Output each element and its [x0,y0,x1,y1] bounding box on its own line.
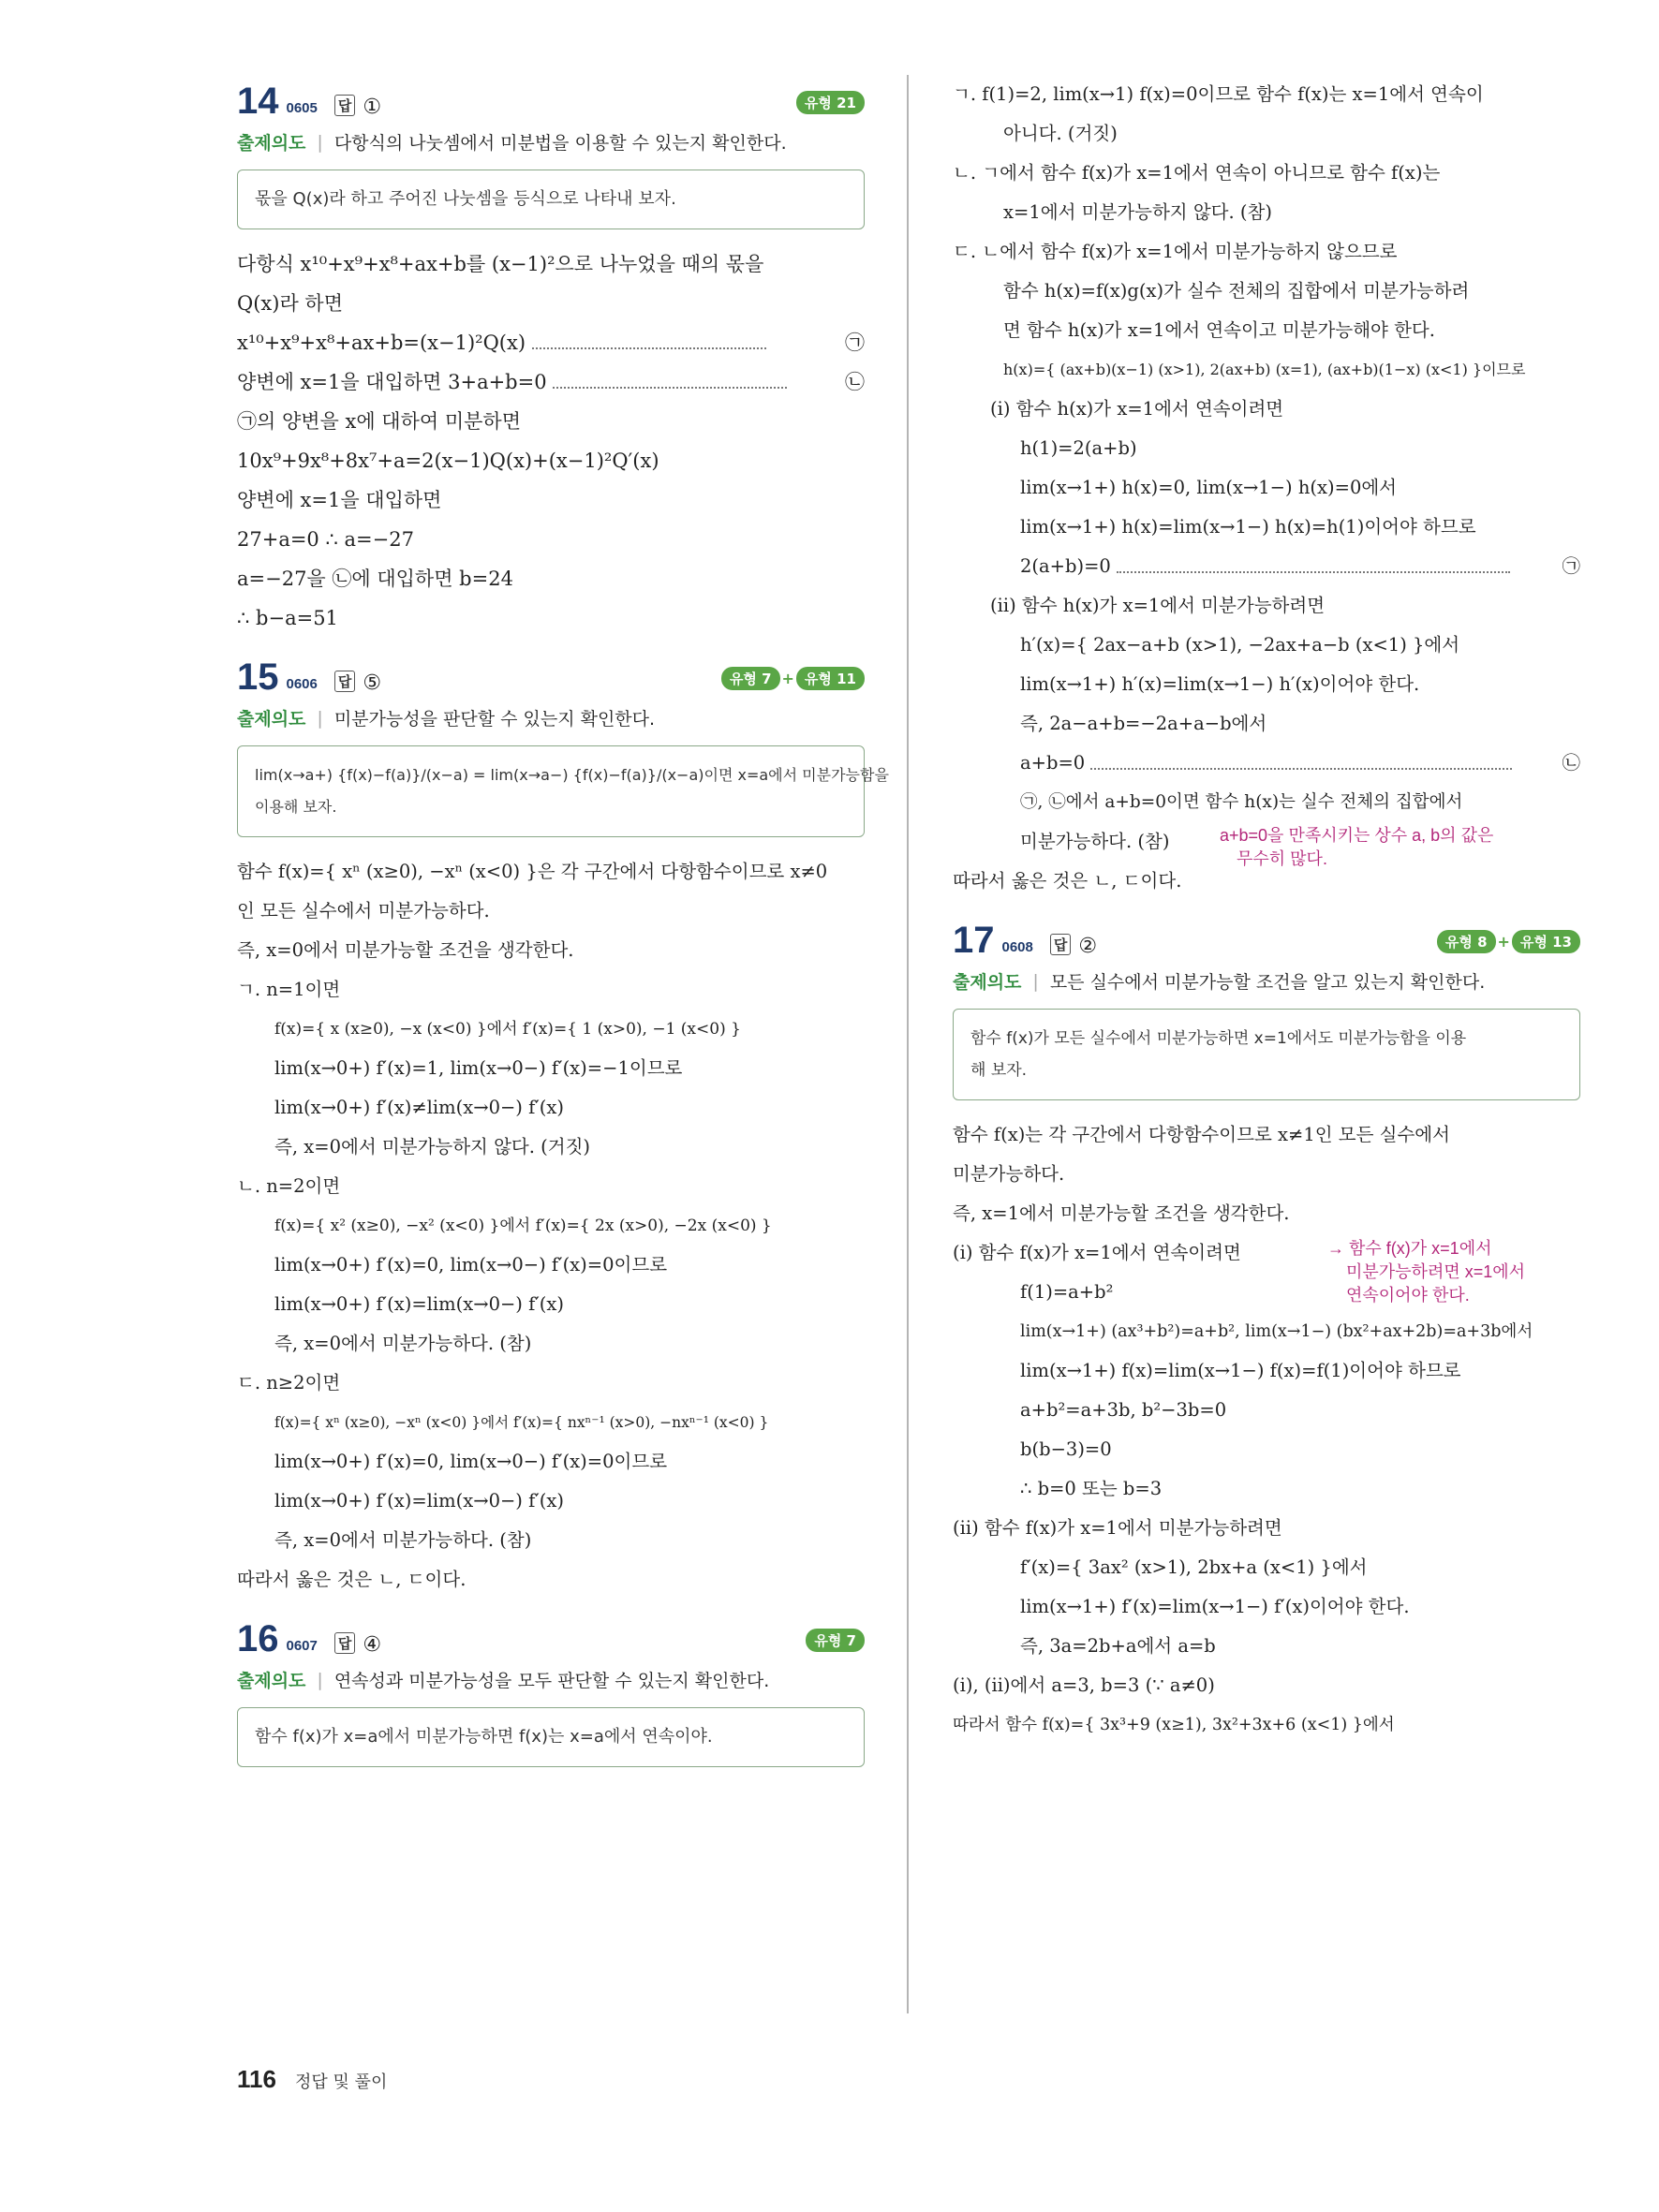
hint-box [953,1009,1580,1100]
solution-line: 즉, x=0에서 미분가능하지 않다. (거짓) [274,1136,591,1158]
hint-text: 함수 f(x)가 모든 실수에서 미분가능하면 x=1에서도 미분가능함을 이용 [970,1029,1467,1048]
equation: a+b=0 [1020,752,1086,774]
problem-code: 0605 [286,100,318,116]
solution-line: 함수 f(x)={ xⁿ (x≥0), −xⁿ (x<0) }은 각 구간에서 다항함수이므로 x≠0 [237,861,828,882]
solution-line: ㄴ. n=2이면 [237,1175,341,1197]
hint-text: 이용해 보자. [255,798,337,816]
intent-separator: | [317,707,323,729]
problem-code: 0608 [1001,939,1033,955]
type-badge: 유형 7 [806,1629,865,1652]
problem-16-header [237,1613,865,1658]
equation: (ⅰ) 함수 f(x)가 x=1에서 연속이려면 [953,1242,1241,1263]
solution-line: 즉, x=0에서 미분가능할 조건을 생각한다. [237,939,574,961]
solution-line: 함수 h(x)=f(x)g(x)가 실수 전체의 집합에서 미분가능하려 [1003,280,1470,302]
solution-line [237,362,865,402]
solution-line: lim(x→0+) f′(x)≠lim(x→0−) f′(x) [274,1097,564,1118]
equation: x¹⁰+x⁹+x⁸+ax+b=(x−1)²Q(x) [237,332,526,354]
solution-line: f(x)={ x (x≥0), −x (x<0) }에서 f′(x)={ 1 (x>0), −1 (x<0) } [274,1020,741,1039]
solution-line: ∴ b=0 또는 b=3 [1020,1478,1163,1499]
solution-line: 미분가능하다. [953,1163,1065,1185]
solution-14 [237,244,865,638]
solution-line: lim(x→1+) f′(x)=lim(x→1−) f′(x)이어야 한다. [1020,1596,1410,1617]
solution-line: f(1)=a+b² [1020,1281,1114,1303]
equation: 2(a+b)=0 [1020,555,1111,577]
problem-number: 14 [237,81,279,122]
solution-line: 양변에 x=1을 대입하면 [237,489,442,511]
answer-value: ② [1078,935,1098,958]
solution-line: lim(x→1+) f(x)=lim(x→1−) f(x)=f(1)이어야 하므로 [1020,1360,1461,1381]
solution-line: 인 모든 실수에서 미분가능하다. [237,900,490,922]
solution-line: lim(x→0+) f′(x)=0, lim(x→0−) f′(x)=0이므로 [274,1254,668,1276]
solution-line: (ⅱ) 함수 f(x)가 x=1에서 미분가능하려면 [953,1517,1282,1539]
arrow-icon: → [1327,1239,1350,1258]
solution-line: ㄱ. n=1이면 [237,979,341,1000]
solution-line: lim(x→1+) h′(x)=lim(x→1−) h′(x)이어야 한다. [1020,673,1420,695]
left-column [237,75,889,1767]
solution-line: ㄷ. ㄴ에서 함수 f(x)가 x=1에서 미분가능하지 않으므로 [953,241,1398,262]
type-badges [1437,930,1580,953]
solution-line: 따라서 함수 f(x)={ 3x³+9 (x≥1), 3x²+3x+6 (x<1) }에서 [953,1716,1395,1734]
hint-text: 몫을 Q(x)라 하고 주어진 나눗셈을 등식으로 나타내 보자. [255,189,676,209]
solution-line: f(x)={ xⁿ (x≥0), −xⁿ (x<0) }에서 f′(x)={ nxⁿ⁻¹ (x>0), −nxⁿ⁻¹ (x<0) } [274,1414,769,1431]
solution-line: a+b²=a+3b, b²−3b=0 [1020,1399,1227,1421]
solution-line [237,323,865,362]
solution-line: 즉, x=0에서 미분가능하다. (참) [274,1529,532,1551]
solution-line: lim(x→1+) (ax³+b²)=a+b², lim(x→1−) (bx²+ax+2b)=a+3b에서 [1020,1322,1533,1341]
problem-number: 16 [237,1618,279,1659]
hint-text: 해 보자. [970,1061,1028,1080]
equation-mark: ㉠ [1562,555,1580,577]
solution-line: 따라서 옳은 것은 ㄴ, ㄷ이다. [953,870,1182,892]
right-column [953,75,1580,1745]
problem-code: 0607 [286,1638,318,1654]
intent-label: 출제의도 [237,1672,306,1691]
type-badge: 유형 8 [1437,930,1496,953]
solution-line: ㄱ. f(1)=2, lim(x→1) f(x)=0이므로 함수 f(x)는 x=1에서 연속이 [953,83,1484,105]
solution-line: 10x⁹+9x⁸+8x⁷+a=2(x−1)Q(x)+(x−1)²Q′(x) [237,450,659,472]
intent-label: 출제의도 [237,710,306,730]
annotation-line: 함수 f(x)가 x=1에서 [1349,1239,1492,1258]
solution-line: b(b−3)=0 [1020,1438,1112,1460]
equation: 미분가능하다. (참) [1020,831,1170,852]
leader-dots [1117,547,1510,573]
intent-label: 출제의도 [953,973,1022,993]
problem-number: 15 [237,656,279,698]
column-divider [907,75,909,2013]
solution-15 [237,852,865,1600]
solution-line: (ⅱ) 함수 h(x)가 x=1에서 미분가능하려면 [990,595,1326,616]
solution-line: lim(x→0+) f′(x)=0, lim(x→0−) f′(x)=0이므로 [274,1451,668,1472]
solution-line: h′(x)={ 2ax−a+b (x>1), −2ax+a−b (x<1) }에서 [1020,634,1460,656]
equation-mark: ㉠ [845,332,865,354]
hint-box [237,1707,865,1767]
type-badges [721,667,865,690]
type-badge: 유형 21 [796,91,865,114]
solution-line: lim(x→1+) h(x)=lim(x→1−) h(x)=h(1)이어야 하므로 [1020,516,1476,538]
solution-17 [953,1115,1580,1745]
solution-line: lim(x→1+) h(x)=0, lim(x→1−) h(x)=0에서 [1020,477,1398,498]
answer-value: ⑤ [363,671,382,695]
equation: 양변에 x=1을 대입하면 3+a+b=0 [237,371,547,393]
section-title: 정답 및 풀이 [294,2072,388,2092]
problem-14-header [237,75,865,120]
solution-line: f(x)={ x² (x≥0), −x² (x<0) }에서 f′(x)={ 2x (x>0), −2x (x<0) } [274,1217,772,1235]
solution-line: 따라서 옳은 것은 ㄴ, ㄷ이다. [237,1569,467,1590]
annotation-line: a+b=0을 만족시키는 상수 a, b의 값은 [1220,826,1494,845]
answer-value: ① [363,96,382,119]
solution-line [953,744,1580,783]
solution-line: lim(x→0+) f′(x)=lim(x→0−) f′(x) [274,1293,564,1315]
solution-line: lim(x→0+) f′(x)=lim(x→0−) f′(x) [274,1490,564,1512]
solution-line: 즉, 2a−a+b=−2a+a−b에서 [1020,713,1267,734]
intent-separator: | [317,131,323,153]
intent-row [237,129,865,155]
solution-line: ㉠, ㉡에서 a+b=0이면 함수 h(x)는 실수 전체의 집합에서 [1020,792,1463,812]
type-badges [796,91,865,114]
solution-line: a=−27을 ㉡에 대입하면 b=24 [237,568,513,590]
problem-number: 17 [953,920,995,961]
solution-line: 즉, 3a=2b+a에서 a=b [1020,1635,1216,1657]
intent-separator: | [1032,970,1039,992]
answer-label: 답 [334,1632,356,1654]
problem-15-header [237,651,865,696]
intent-label: 출제의도 [237,134,306,154]
answer-label: 답 [334,95,356,116]
solution-line: f′(x)={ 3ax² (x>1), 2bx+a (x<1) }에서 [1020,1556,1368,1578]
solution-line: (ⅰ) 함수 h(x)가 x=1에서 연속이려면 [990,398,1284,420]
solution-line: ∴ b−a=51 [237,607,338,629]
solution-line: (ⅰ), (ⅱ)에서 a=3, b=3 (∵ a≠0) [953,1674,1215,1696]
solution-line [953,547,1580,586]
equation-mark: ㉡ [1562,752,1580,774]
page-number: 116 [237,2065,276,2093]
solution-line: 다항식 x¹⁰+x⁹+x⁸+ax+b를 (x−1)²으로 나누었을 때의 몫을 [237,253,764,275]
solution-line: ㄴ. ㄱ에서 함수 f(x)가 x=1에서 연속이 아니므로 함수 f(x)는 [953,162,1441,184]
intent-text: 다항식의 나눗셈에서 미분법을 이용할 수 있는지 확인한다. [333,133,787,154]
intent-text: 연속성과 미분가능성을 모두 판단할 수 있는지 확인한다. [333,1671,770,1691]
intent-text: 모든 실수에서 미분가능할 조건을 알고 있는지 확인한다. [1049,972,1486,993]
solution-line: 면 함수 h(x)가 x=1에서 연속이고 미분가능해야 한다. [1003,319,1435,341]
hint-box [237,170,865,229]
problem-code: 0606 [286,676,318,692]
solution-line: ㉠의 양변을 x에 대하여 미분하면 [237,410,521,433]
page-footer [237,2065,387,2094]
solution-line: 즉, x=1에서 미분가능할 조건을 생각한다. [953,1202,1290,1224]
intent-row [953,968,1580,994]
hint-text: 함수 f(x)가 x=a에서 미분가능하면 f(x)는 x=a에서 연속이야. [255,1727,713,1747]
answer-label: 답 [334,671,356,692]
hint-box [237,745,889,837]
solution-line: lim(x→0+) f′(x)=1, lim(x→0−) f′(x)=−1이므로 [274,1057,683,1079]
solution-line: 즉, x=0에서 미분가능하다. (참) [274,1333,532,1354]
solution-line: 27+a=0 ∴ a=−27 [237,528,414,551]
intent-row [237,1667,865,1692]
solution-line: ㄷ. n≥2이면 [237,1372,341,1394]
intent-separator: | [317,1669,323,1690]
annotation-line: 무수히 많다. [1237,849,1327,868]
solution-line: 함수 f(x)는 각 구간에서 다항함수이므로 x≠1인 모든 실수에서 [953,1124,1450,1145]
badge-plus: + [1497,933,1510,951]
solution-line: h(x)={ (ax+b)(x−1) (x>1), 2(ax+b) (x=1), (ax+b)(1−x) (x<1) }이므로 [1003,361,1526,378]
annotation-line: 미분가능하려면 x=1에서 [1346,1262,1526,1281]
hint-text: lim(x→a+) {f(x)−f(a)}/(x−a) = lim(x→a−) {f(x)−f(a)}/(x−a)이면 x=a에서 미분가능함을 [255,766,889,784]
intent-text: 미분가능성을 판단할 수 있는지 확인한다. [333,709,656,730]
type-badge: 유형 7 [721,667,780,690]
intent-row [237,705,865,730]
type-badge: 유형 11 [796,667,865,690]
solution-line [953,822,1580,868]
solution-16-continued [953,75,1580,901]
solution-line: Q(x)라 하면 [237,292,343,315]
answer-value: ④ [363,1633,382,1657]
solution-line: 아니다. (거짓) [1003,123,1118,144]
leader-dots [532,323,766,349]
leader-dots [1090,744,1512,770]
problem-17-header [953,914,1580,959]
type-badges [806,1629,865,1652]
equation-mark: ㉡ [845,371,865,393]
answer-label: 답 [1050,934,1072,955]
badge-plus: + [781,670,794,687]
annotation-line: 연속이어야 한다. [1346,1286,1470,1305]
solution-line: x=1에서 미분가능하지 않다. (참) [1003,201,1272,223]
solution-line: h(1)=2(a+b) [1020,437,1137,459]
leader-dots [553,362,787,389]
type-badge: 유형 13 [1512,930,1580,953]
